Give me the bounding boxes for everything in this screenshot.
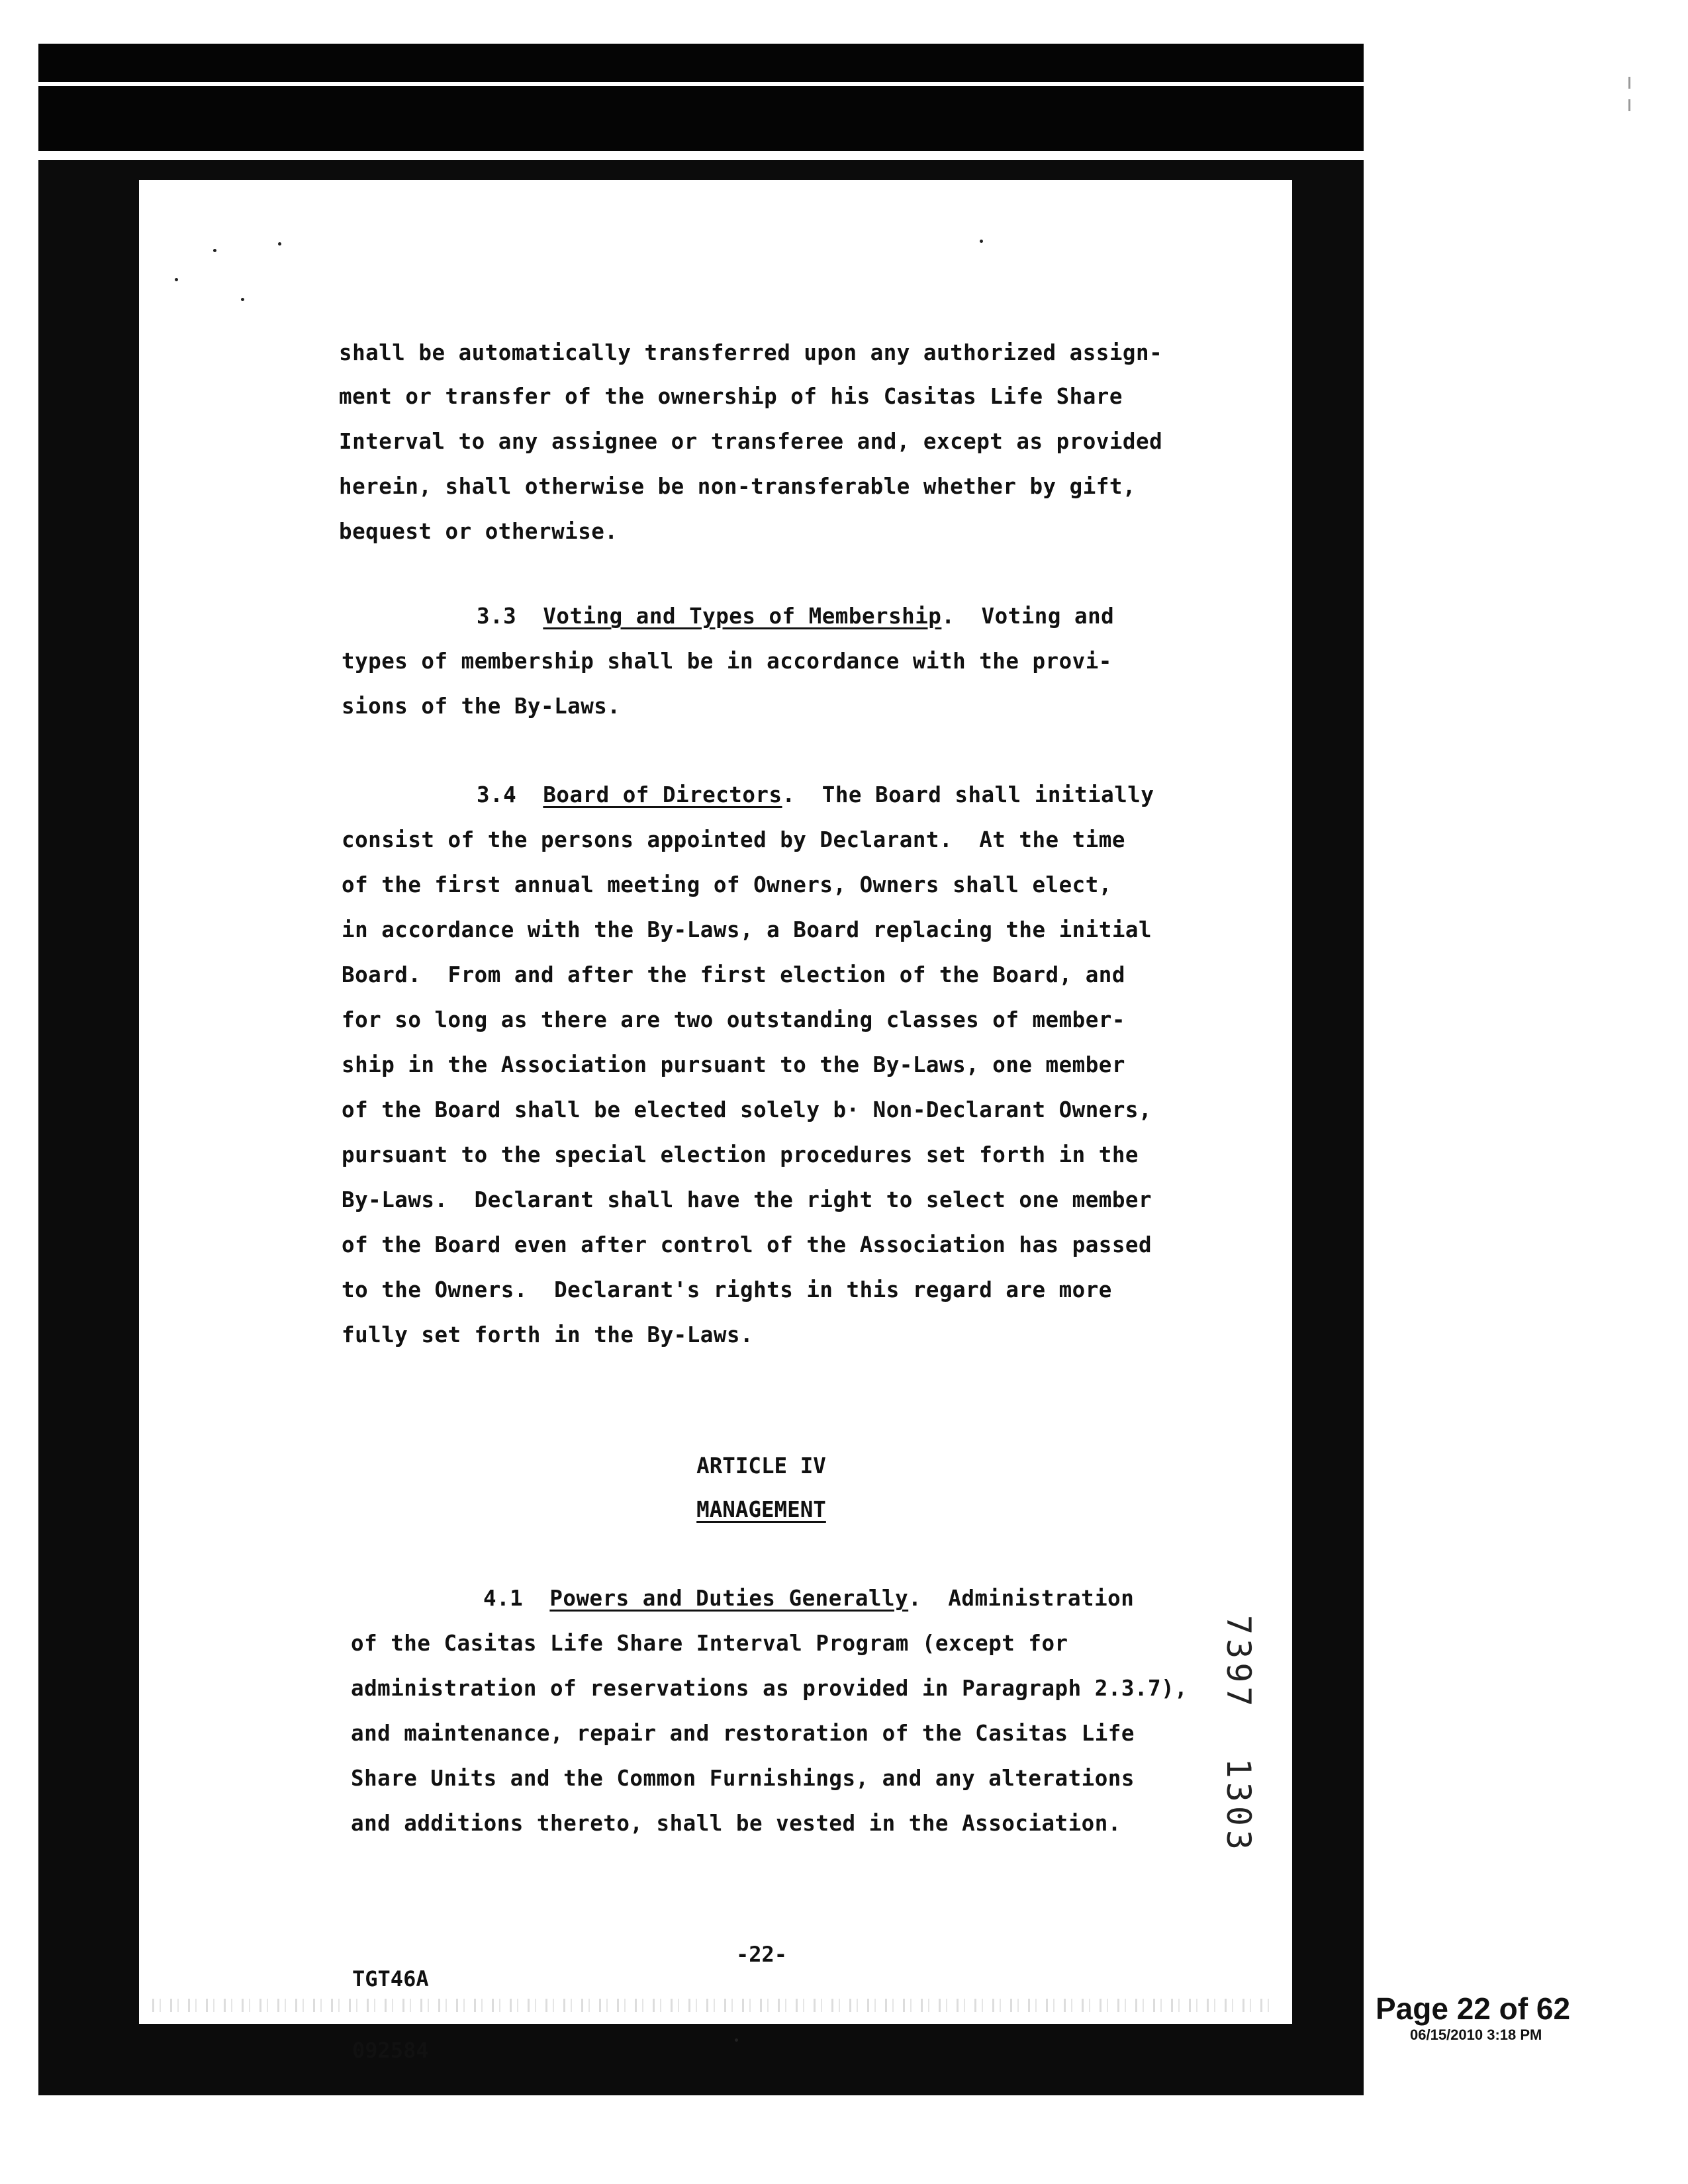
section-lead-line [477, 782, 1154, 807]
margin-mark [1628, 99, 1630, 111]
scan-header-band [38, 44, 1364, 151]
page-number: -22- [736, 1942, 788, 1967]
document-code-line: TGT46A [352, 1966, 429, 1991]
recording-number: 7397 1303 [1219, 1615, 1258, 1854]
text-line: ment or transfer of the ownership of his Casitas Life Share [339, 384, 1123, 409]
print-datetime: 06/15/2010 3:18 PM [1410, 2026, 1542, 2043]
scan-speck [735, 2038, 738, 2042]
text-line: of the Board shall be elected solely b· Non-Declarant Owners, [342, 1097, 1152, 1122]
section-lead-rest: . The Board shall initially [782, 782, 1154, 807]
text-line: of the first annual meeting of Owners, Owners shall elect, [342, 872, 1112, 897]
text-line: in accordance with the By-Laws, a Board replacing the initial [342, 917, 1152, 942]
section-number: 4.1 [483, 1586, 524, 1611]
text-line: pursuant to the special election procedures set forth in the [342, 1142, 1139, 1167]
text-line: administration of reservations as provided in Paragraph 2.3.7), [351, 1676, 1188, 1701]
section-number: 3.3 [477, 604, 517, 629]
article-title: ARTICLE IV [696, 1453, 826, 1479]
text-line: Board. From and after the first election of the Board, and [342, 962, 1125, 987]
text-line: for so long as there are two outstanding classes of member- [342, 1007, 1125, 1032]
text-line: herein, shall otherwise be non-transferable whether by gift, [339, 474, 1136, 499]
text-line: ship in the Association pursuant to the By-Laws, one member [342, 1052, 1125, 1077]
text-line: By-Laws. Declarant shall have the right to select one member [342, 1187, 1152, 1212]
text-line: of the Board even after control of the Association has passed [342, 1232, 1152, 1257]
document-code-line: 092584 [352, 2038, 429, 2063]
section-lead-rest: . Administration [908, 1586, 1135, 1611]
section-number: 3.4 [477, 782, 517, 807]
section-lead-line [477, 604, 1114, 629]
text-line: shall be automatically transferred upon any authorized assign- [339, 340, 1163, 365]
scan-speck [241, 298, 244, 301]
section-heading: Board of Directors [543, 782, 782, 807]
scan-header-gap [38, 151, 1364, 160]
section-lead-rest: . Voting and [941, 604, 1115, 629]
section-heading: Voting and Types of Membership [543, 604, 942, 629]
text-line: to the Owners. Declarant's rights in this regard are more [342, 1277, 1112, 1302]
page-count-stamp: Page 22 of 62 [1376, 1991, 1571, 2026]
section-lead-line [483, 1586, 1134, 1611]
text-line: Interval to any assignee or transferee and, except as provided [339, 429, 1163, 454]
section-heading: Powers and Duties Generally [549, 1586, 909, 1611]
article-subtitle: MANAGEMENT [696, 1497, 826, 1522]
text-line: Share Units and the Common Furnishings, and any alterations [351, 1766, 1135, 1791]
scan-header-line [38, 82, 1364, 86]
scan-speck [175, 278, 178, 281]
document-code [352, 1919, 429, 2086]
margin-mark [1628, 77, 1630, 89]
text-line: bequest or otherwise. [339, 519, 618, 544]
text-line: and additions thereto, shall be vested in the Association. [351, 1811, 1121, 1836]
text-line: consist of the persons appointed by Declarant. At the time [342, 827, 1125, 852]
text-line: and maintenance, repair and restoration of the Casitas Life [351, 1721, 1135, 1746]
scan-noise [152, 1999, 1278, 2012]
scan-speck [213, 249, 216, 252]
text-line: sions of the By-Laws. [342, 694, 621, 719]
text-line: types of membership shall be in accordance with the provi- [342, 649, 1112, 674]
text-line: of the Casitas Life Share Interval Program (except for [351, 1631, 1068, 1656]
scan-speck [278, 242, 281, 246]
scan-speck [980, 240, 983, 243]
text-line: fully set forth in the By-Laws. [342, 1322, 754, 1347]
